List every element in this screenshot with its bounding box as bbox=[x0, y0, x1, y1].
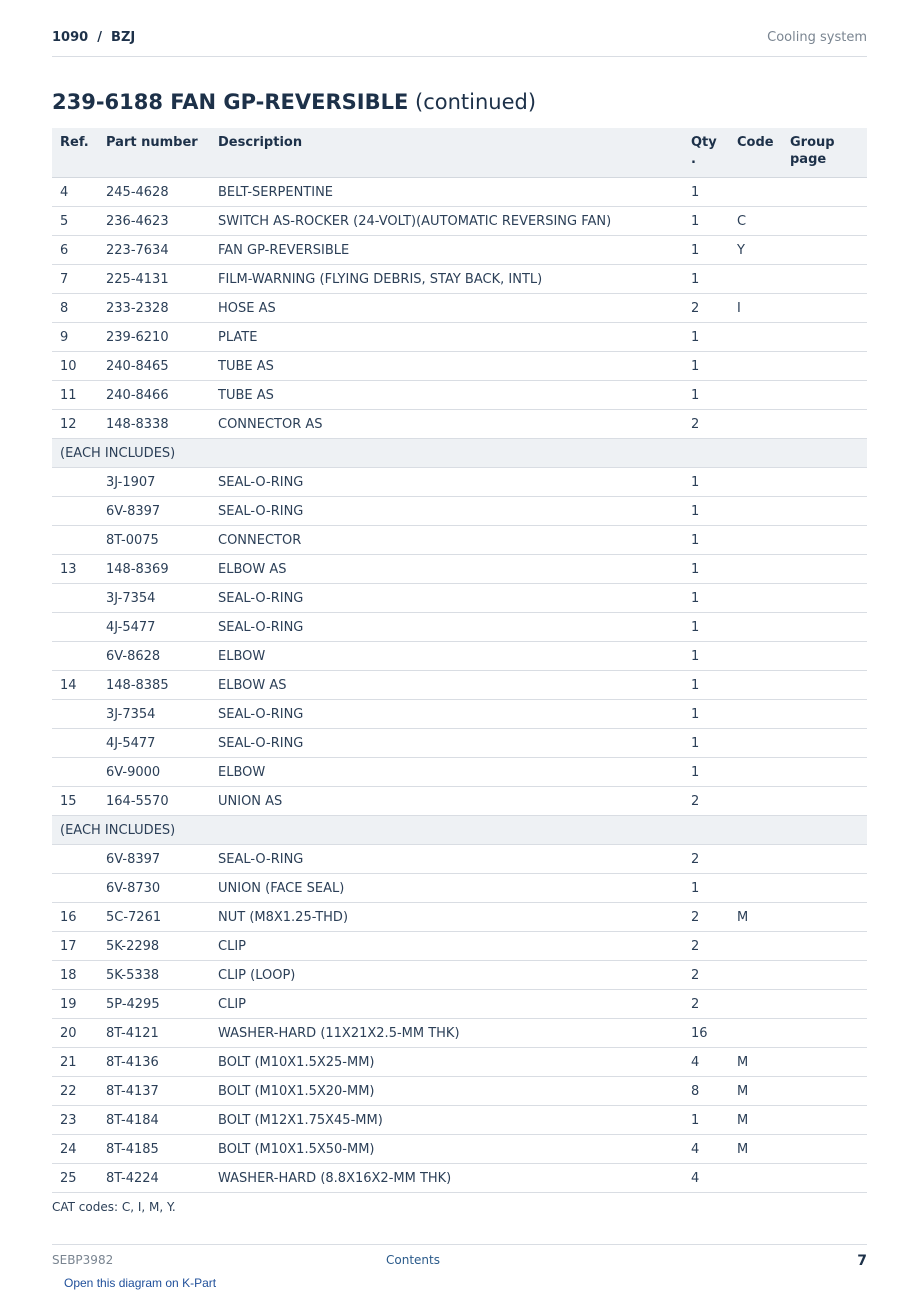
table-row bbox=[52, 468, 867, 497]
parts-table bbox=[52, 128, 867, 1193]
cell-ref bbox=[52, 468, 98, 497]
cell-description: SEAL-O-RING bbox=[210, 700, 683, 729]
cell-group-page bbox=[782, 1048, 867, 1077]
cell-part-number: 164-5570 bbox=[98, 787, 210, 816]
cell-group-page bbox=[782, 700, 867, 729]
cell-code: M bbox=[729, 903, 782, 932]
cell-ref bbox=[52, 613, 98, 642]
table-row bbox=[52, 787, 867, 816]
cell-code bbox=[729, 1019, 782, 1048]
cell-code: C bbox=[729, 207, 782, 236]
cell-group-page bbox=[782, 1135, 867, 1164]
table-row bbox=[52, 700, 867, 729]
cell-ref bbox=[52, 700, 98, 729]
cell-group-page bbox=[782, 178, 867, 207]
col-header-group-page: Group page bbox=[782, 128, 867, 178]
cell-part-number: 4J-5477 bbox=[98, 613, 210, 642]
cell-part-number: 245-4628 bbox=[98, 178, 210, 207]
cell-ref: 4 bbox=[52, 178, 98, 207]
cell-description: UNION AS bbox=[210, 787, 683, 816]
cell-code bbox=[729, 178, 782, 207]
table-row bbox=[52, 903, 867, 932]
table-row bbox=[52, 874, 867, 903]
cell-qty: 1 bbox=[683, 207, 729, 236]
table-row bbox=[52, 497, 867, 526]
cell-ref: 16 bbox=[52, 903, 98, 932]
cell-code bbox=[729, 323, 782, 352]
cell-description: SEAL-O-RING bbox=[210, 613, 683, 642]
cell-qty: 1 bbox=[683, 468, 729, 497]
cell-code bbox=[729, 1164, 782, 1193]
cell-ref: 11 bbox=[52, 381, 98, 410]
cell-group-page bbox=[782, 845, 867, 874]
table-row bbox=[52, 1106, 867, 1135]
table-row bbox=[52, 758, 867, 787]
cell-code bbox=[729, 265, 782, 294]
cell-group-page bbox=[782, 787, 867, 816]
includes-label: (EACH INCLUDES) bbox=[52, 439, 867, 468]
cell-qty: 1 bbox=[683, 352, 729, 381]
cell-description: ELBOW bbox=[210, 758, 683, 787]
kpart-link[interactable]: Open this diagram on K-Part bbox=[64, 1276, 217, 1290]
cell-qty: 1 bbox=[683, 381, 729, 410]
cell-code bbox=[729, 555, 782, 584]
cell-group-page bbox=[782, 642, 867, 671]
cell-qty: 2 bbox=[683, 410, 729, 439]
cell-part-number: 3J-7354 bbox=[98, 700, 210, 729]
cell-code bbox=[729, 468, 782, 497]
table-row bbox=[52, 845, 867, 874]
cell-description: SWITCH AS-ROCKER (24-VOLT)(AUTOMATIC REVERSING FAN) bbox=[210, 207, 683, 236]
cell-ref: 9 bbox=[52, 323, 98, 352]
cell-ref: 10 bbox=[52, 352, 98, 381]
cell-code bbox=[729, 410, 782, 439]
cell-group-page bbox=[782, 294, 867, 323]
cell-qty: 2 bbox=[683, 903, 729, 932]
contents-link[interactable]: Contents bbox=[386, 1253, 440, 1267]
cell-group-page bbox=[782, 874, 867, 903]
cell-description: ELBOW bbox=[210, 642, 683, 671]
page-number: 7 bbox=[857, 1253, 867, 1269]
cell-qty: 2 bbox=[683, 845, 729, 874]
cell-description: SEAL-O-RING bbox=[210, 845, 683, 874]
cell-part-number: 3J-1907 bbox=[98, 468, 210, 497]
table-row bbox=[52, 642, 867, 671]
cell-qty: 1 bbox=[683, 758, 729, 787]
cell-description: CLIP bbox=[210, 990, 683, 1019]
cell-description: BOLT (M10X1.5X50-MM) bbox=[210, 1135, 683, 1164]
cell-part-number: 3J-7354 bbox=[98, 584, 210, 613]
cell-ref: 17 bbox=[52, 932, 98, 961]
table-body bbox=[52, 178, 867, 1193]
cell-qty: 1 bbox=[683, 265, 729, 294]
page-footer bbox=[52, 1244, 867, 1269]
cell-part-number: 8T-4185 bbox=[98, 1135, 210, 1164]
cell-part-number: 6V-8628 bbox=[98, 642, 210, 671]
cell-qty: 1 bbox=[683, 236, 729, 265]
cell-code bbox=[729, 613, 782, 642]
cell-description: CLIP bbox=[210, 932, 683, 961]
cell-description: NUT (M8X1.25-THD) bbox=[210, 903, 683, 932]
cell-code: I bbox=[729, 294, 782, 323]
table-row bbox=[52, 207, 867, 236]
cell-part-number: 6V-8397 bbox=[98, 497, 210, 526]
cell-code bbox=[729, 352, 782, 381]
cell-group-page bbox=[782, 758, 867, 787]
cell-ref: 19 bbox=[52, 990, 98, 1019]
cell-part-number: 240-8465 bbox=[98, 352, 210, 381]
table-row bbox=[52, 352, 867, 381]
cell-qty: 1 bbox=[683, 526, 729, 555]
cell-ref bbox=[52, 497, 98, 526]
cell-ref: 6 bbox=[52, 236, 98, 265]
cell-description: CONNECTOR AS bbox=[210, 410, 683, 439]
cell-ref bbox=[52, 526, 98, 555]
cell-qty: 1 bbox=[683, 613, 729, 642]
cell-ref: 18 bbox=[52, 961, 98, 990]
table-row bbox=[52, 294, 867, 323]
cell-group-page bbox=[782, 555, 867, 584]
table-row bbox=[52, 381, 867, 410]
cell-part-number: 8T-4184 bbox=[98, 1106, 210, 1135]
cell-code bbox=[729, 584, 782, 613]
cell-group-page bbox=[782, 613, 867, 642]
cell-code bbox=[729, 700, 782, 729]
page-header bbox=[52, 28, 867, 57]
cell-qty: 4 bbox=[683, 1048, 729, 1077]
cell-description: WASHER-HARD (11X21X2.5-MM THK) bbox=[210, 1019, 683, 1048]
cell-description: SEAL-O-RING bbox=[210, 584, 683, 613]
cell-code bbox=[729, 526, 782, 555]
cell-part-number: 233-2328 bbox=[98, 294, 210, 323]
table-row bbox=[52, 265, 867, 294]
cell-description: SEAL-O-RING bbox=[210, 729, 683, 758]
cell-group-page bbox=[782, 729, 867, 758]
table-row bbox=[52, 410, 867, 439]
cell-qty: 1 bbox=[683, 642, 729, 671]
cell-qty: 2 bbox=[683, 294, 729, 323]
cell-group-page bbox=[782, 526, 867, 555]
cell-part-number: 5P-4295 bbox=[98, 990, 210, 1019]
cell-description: FAN GP-REVERSIBLE bbox=[210, 236, 683, 265]
cell-part-number: 239-6210 bbox=[98, 323, 210, 352]
table-row bbox=[52, 1135, 867, 1164]
cell-part-number: 5K-5338 bbox=[98, 961, 210, 990]
cell-code bbox=[729, 874, 782, 903]
cell-description: SEAL-O-RING bbox=[210, 468, 683, 497]
cell-qty: 2 bbox=[683, 932, 729, 961]
table-row bbox=[52, 613, 867, 642]
cell-part-number: 148-8369 bbox=[98, 555, 210, 584]
cell-group-page bbox=[782, 1077, 867, 1106]
cell-part-number: 8T-4137 bbox=[98, 1077, 210, 1106]
cell-part-number: 5C-7261 bbox=[98, 903, 210, 932]
cell-description: PLATE bbox=[210, 323, 683, 352]
cell-code: M bbox=[729, 1048, 782, 1077]
table-row bbox=[52, 555, 867, 584]
cell-group-page bbox=[782, 671, 867, 700]
cell-code: Y bbox=[729, 236, 782, 265]
table-row bbox=[52, 729, 867, 758]
cell-ref: 14 bbox=[52, 671, 98, 700]
includes-row bbox=[52, 816, 867, 845]
cell-qty: 1 bbox=[683, 555, 729, 584]
cell-code: M bbox=[729, 1077, 782, 1106]
table-row bbox=[52, 671, 867, 700]
cell-code bbox=[729, 932, 782, 961]
col-header-ref: Ref. bbox=[52, 128, 98, 178]
title-part: 239-6188 FAN GP-REVERSIBLE bbox=[52, 90, 409, 114]
cell-ref bbox=[52, 845, 98, 874]
cell-ref: 5 bbox=[52, 207, 98, 236]
cell-qty: 2 bbox=[683, 787, 729, 816]
cell-ref: 25 bbox=[52, 1164, 98, 1193]
section-label: Cooling system bbox=[767, 30, 867, 45]
table-row bbox=[52, 1019, 867, 1048]
cell-part-number: 236-4623 bbox=[98, 207, 210, 236]
cell-ref: 24 bbox=[52, 1135, 98, 1164]
cell-group-page bbox=[782, 1106, 867, 1135]
cell-code bbox=[729, 642, 782, 671]
col-header-code: Code bbox=[729, 128, 782, 178]
col-header-qty: Qty . bbox=[683, 128, 729, 178]
cell-part-number: 6V-9000 bbox=[98, 758, 210, 787]
cell-group-page bbox=[782, 468, 867, 497]
cell-group-page bbox=[782, 1164, 867, 1193]
cell-code: M bbox=[729, 1135, 782, 1164]
cell-description: CONNECTOR bbox=[210, 526, 683, 555]
cell-group-page bbox=[782, 961, 867, 990]
cell-ref bbox=[52, 584, 98, 613]
cell-part-number: 8T-4121 bbox=[98, 1019, 210, 1048]
cell-ref: 7 bbox=[52, 265, 98, 294]
cell-group-page bbox=[782, 990, 867, 1019]
cell-code bbox=[729, 961, 782, 990]
cell-description: BOLT (M10X1.5X25-MM) bbox=[210, 1048, 683, 1077]
col-header-part-number: Part number bbox=[98, 128, 210, 178]
table-header-row bbox=[52, 128, 867, 178]
cell-description: HOSE AS bbox=[210, 294, 683, 323]
cell-part-number: 6V-8730 bbox=[98, 874, 210, 903]
includes-row bbox=[52, 439, 867, 468]
cell-group-page bbox=[782, 207, 867, 236]
cell-description: BOLT (M10X1.5X20-MM) bbox=[210, 1077, 683, 1106]
cell-group-page bbox=[782, 352, 867, 381]
cell-ref bbox=[52, 729, 98, 758]
cell-description: BOLT (M12X1.75X45-MM) bbox=[210, 1106, 683, 1135]
cell-group-page bbox=[782, 584, 867, 613]
includes-label: (EACH INCLUDES) bbox=[52, 816, 867, 845]
cell-description: ELBOW AS bbox=[210, 555, 683, 584]
table-row bbox=[52, 178, 867, 207]
cell-group-page bbox=[782, 903, 867, 932]
cell-qty: 2 bbox=[683, 990, 729, 1019]
cell-description: WASHER-HARD (8.8X16X2-MM THK) bbox=[210, 1164, 683, 1193]
cell-code bbox=[729, 671, 782, 700]
cell-qty: 16 bbox=[683, 1019, 729, 1048]
cell-qty: 1 bbox=[683, 874, 729, 903]
col-header-description: Description bbox=[210, 128, 683, 178]
cell-description: CLIP (LOOP) bbox=[210, 961, 683, 990]
cell-description: FILM-WARNING (FLYING DEBRIS, STAY BACK, INTL) bbox=[210, 265, 683, 294]
table-row bbox=[52, 990, 867, 1019]
table-row bbox=[52, 236, 867, 265]
cell-part-number: 8T-0075 bbox=[98, 526, 210, 555]
table-row bbox=[52, 526, 867, 555]
cell-description: UNION (FACE SEAL) bbox=[210, 874, 683, 903]
cell-code bbox=[729, 381, 782, 410]
cell-qty: 1 bbox=[683, 700, 729, 729]
cell-part-number: 5K-2298 bbox=[98, 932, 210, 961]
cell-group-page bbox=[782, 497, 867, 526]
cell-code bbox=[729, 990, 782, 1019]
cell-ref: 21 bbox=[52, 1048, 98, 1077]
cell-code bbox=[729, 729, 782, 758]
cell-code bbox=[729, 758, 782, 787]
cell-ref: 23 bbox=[52, 1106, 98, 1135]
cell-description: TUBE AS bbox=[210, 381, 683, 410]
cell-qty: 1 bbox=[683, 671, 729, 700]
cell-qty: 1 bbox=[683, 323, 729, 352]
cell-code bbox=[729, 497, 782, 526]
cell-ref: 13 bbox=[52, 555, 98, 584]
page-title bbox=[52, 90, 536, 114]
cell-group-page bbox=[782, 265, 867, 294]
cell-description: ELBOW AS bbox=[210, 671, 683, 700]
cell-qty: 4 bbox=[683, 1164, 729, 1193]
cell-ref bbox=[52, 874, 98, 903]
table-row bbox=[52, 961, 867, 990]
cell-ref: 12 bbox=[52, 410, 98, 439]
cell-ref: 20 bbox=[52, 1019, 98, 1048]
cell-ref bbox=[52, 642, 98, 671]
title-suffix: (continued) bbox=[415, 90, 537, 114]
cell-qty: 4 bbox=[683, 1135, 729, 1164]
table-row bbox=[52, 932, 867, 961]
doc-id: SEBP3982 bbox=[52, 1253, 114, 1267]
cell-group-page bbox=[782, 381, 867, 410]
cell-part-number: 148-8338 bbox=[98, 410, 210, 439]
cell-qty: 1 bbox=[683, 497, 729, 526]
cell-part-number: 148-8385 bbox=[98, 671, 210, 700]
table-row bbox=[52, 1077, 867, 1106]
cell-code bbox=[729, 845, 782, 874]
table-row bbox=[52, 323, 867, 352]
cell-group-page bbox=[782, 236, 867, 265]
cell-description: TUBE AS bbox=[210, 352, 683, 381]
cat-codes-note: CAT codes: C, I, M, Y. bbox=[52, 1200, 176, 1214]
cell-qty: 1 bbox=[683, 729, 729, 758]
cell-group-page bbox=[782, 323, 867, 352]
model-label: 1090 / BZJ bbox=[52, 30, 136, 45]
cell-part-number: 8T-4136 bbox=[98, 1048, 210, 1077]
cell-qty: 1 bbox=[683, 1106, 729, 1135]
cell-description: SEAL-O-RING bbox=[210, 497, 683, 526]
table-row bbox=[52, 1164, 867, 1193]
cell-group-page bbox=[782, 1019, 867, 1048]
cell-ref: 8 bbox=[52, 294, 98, 323]
cell-ref: 15 bbox=[52, 787, 98, 816]
cell-group-page bbox=[782, 410, 867, 439]
table-row bbox=[52, 584, 867, 613]
cell-description: BELT-SERPENTINE bbox=[210, 178, 683, 207]
cell-part-number: 6V-8397 bbox=[98, 845, 210, 874]
cell-qty: 2 bbox=[683, 961, 729, 990]
cell-part-number: 8T-4224 bbox=[98, 1164, 210, 1193]
cell-qty: 1 bbox=[683, 584, 729, 613]
cell-code bbox=[729, 787, 782, 816]
cell-qty: 1 bbox=[683, 178, 729, 207]
cell-part-number: 240-8466 bbox=[98, 381, 210, 410]
cell-ref bbox=[52, 758, 98, 787]
cell-code: M bbox=[729, 1106, 782, 1135]
cell-ref: 22 bbox=[52, 1077, 98, 1106]
cell-part-number: 4J-5477 bbox=[98, 729, 210, 758]
cell-part-number: 223-7634 bbox=[98, 236, 210, 265]
table-row bbox=[52, 1048, 867, 1077]
cell-part-number: 225-4131 bbox=[98, 265, 210, 294]
cell-group-page bbox=[782, 932, 867, 961]
cell-qty: 8 bbox=[683, 1077, 729, 1106]
